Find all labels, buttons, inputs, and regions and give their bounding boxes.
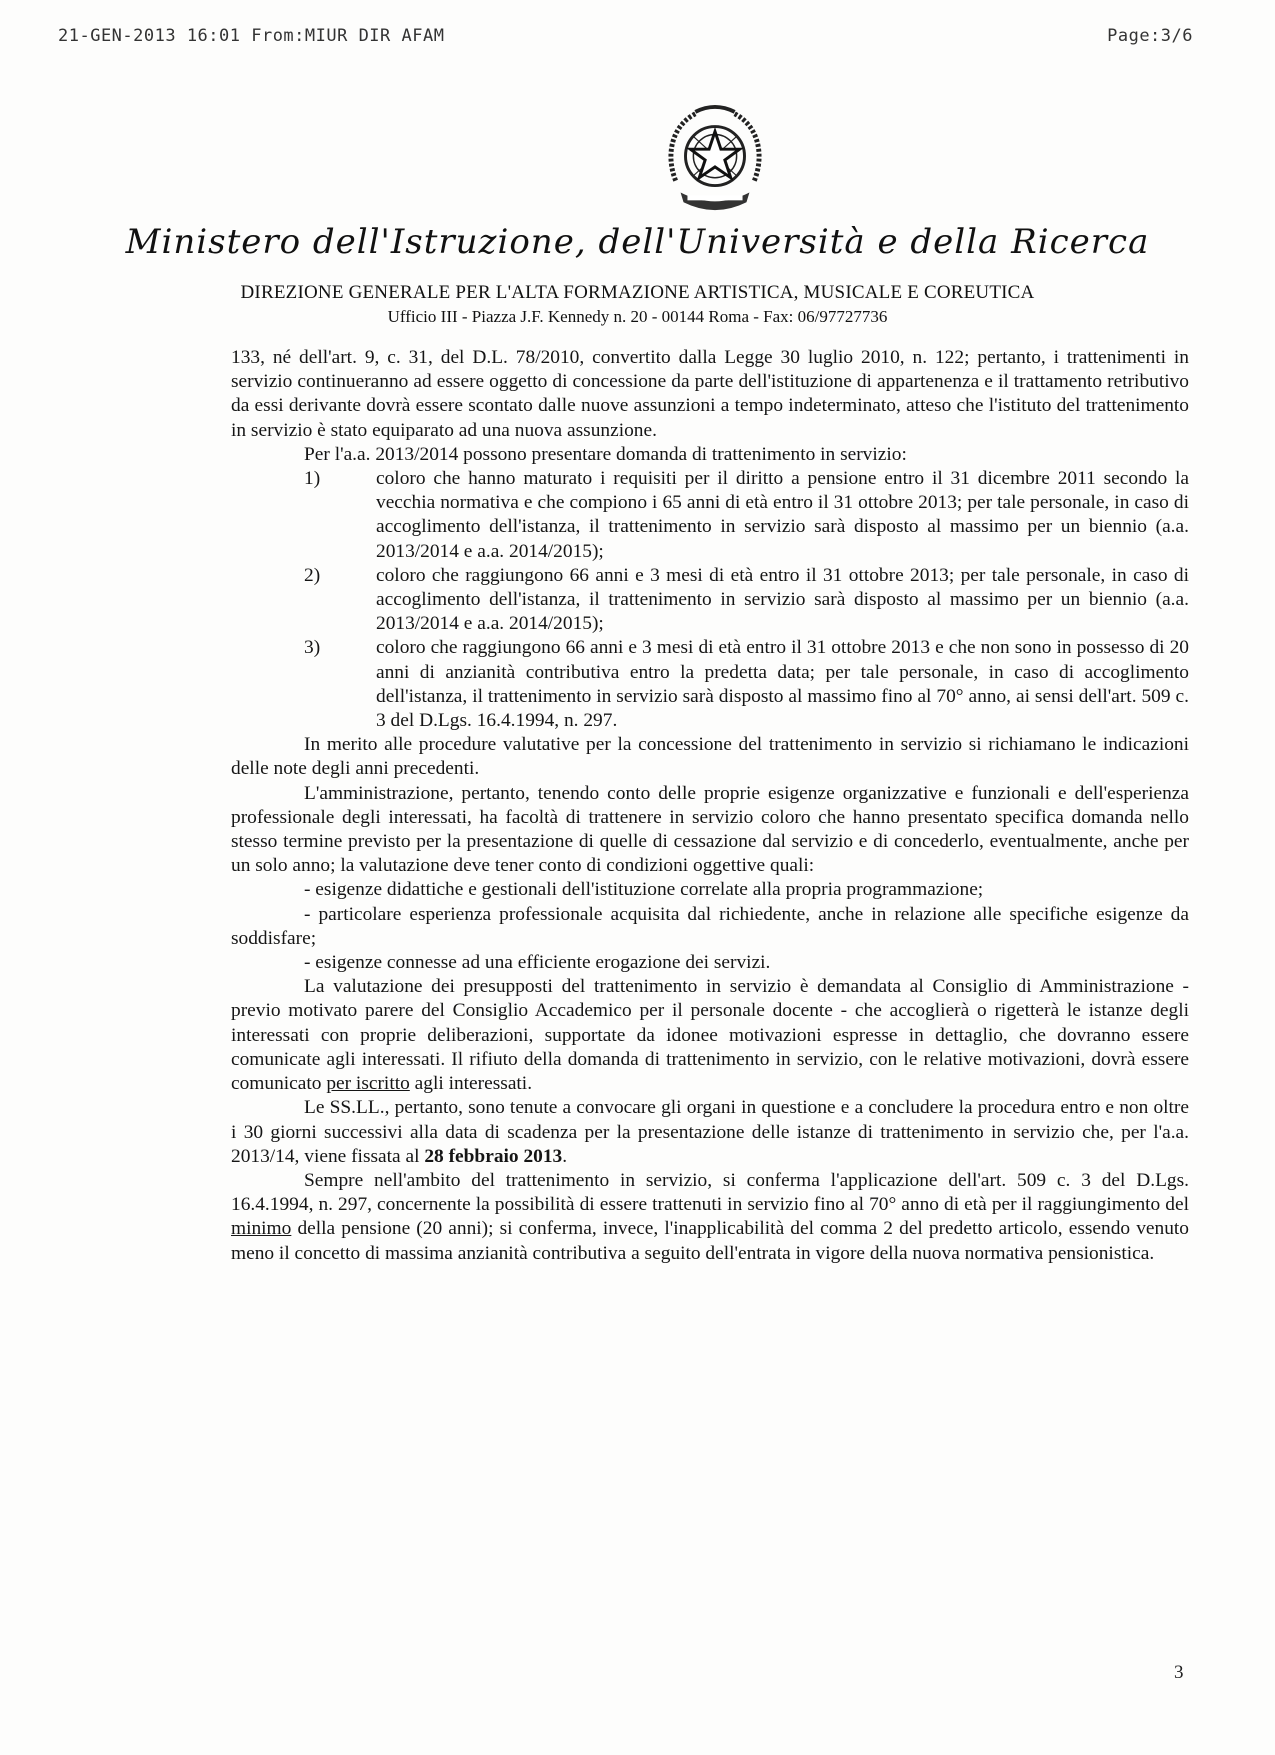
fax-header-sender: 21-GEN-2013 16:01 From:MIUR DIR AFAM	[58, 26, 445, 46]
page-number: 3	[1174, 1662, 1184, 1683]
underlined-text: minimo	[231, 1218, 292, 1240]
paragraph-confirmation	[231, 1169, 1189, 1266]
list-item	[231, 467, 1189, 564]
list-item	[231, 564, 1189, 637]
paragraph-evaluation-end: agli interessati.	[414, 1073, 533, 1095]
fax-header-page: Page:3/6	[1107, 26, 1193, 46]
letter-body	[231, 346, 1189, 1266]
paragraph-continuation: 133, né dell'art. 9, c. 31, del D.L. 78/2010, convertito dalla Legge 30 luglio 2010, n. 122; pertanto, i trattenimenti in servizio continueranno ad essere oggetto di concessione da parte dell'istituzione di appartenenza e il trattamento retributivo da essi derivante dovrà essere scontato dalle nuove assunzioni a tempo indeterminato, atteso che l'istituto del trattenimento in servizio è stato equiparato ad una nuova assunzione.	[231, 347, 1189, 441]
paragraph-evaluation-text: La valutazione dei presupposti del trattenimento in servizio è demandata al Consiglio di Amministrazione - previo motivato parere del Consiglio Accademico per il personale docente - che accoglierà o rigetterà le istanze degli interessati con proprie deliberazioni, supportate da idonee motivazioni espresse in dettaglio, che dovranno essere comunicate agli interessati. Il rifiuto della domanda di trattenimento in servizio, con le relative motivazioni, dovrà essere comunicato	[231, 976, 1189, 1095]
deadline-date: 28 febbraio 2013	[424, 1145, 563, 1167]
underlined-text: per iscritto	[326, 1073, 410, 1095]
office-address: Ufficio III - Piazza J.F. Kennedy n. 20 - 00144 Roma - Fax: 06/97727736	[387, 307, 888, 326]
paragraph-evaluation	[231, 975, 1189, 1096]
paragraph-deadline-end: .	[562, 1145, 568, 1167]
list-item-text: coloro che raggiungono 66 anni e 3 mesi di età entro il 31 ottobre 2013; per tale personale, in caso di accoglimento dell'istanza, il trattenimento in servizio sarà disposto al massimo per un biennio (a.a. 2013/2014 e a.a. 2014/2015);	[376, 564, 1189, 635]
criterion-item: - esigenze connesse ad una efficiente erogazione dei servizi.	[304, 952, 771, 974]
paragraph-deadline-text: Le SS.LL., pertanto, sono tenute a convocare gli organi in questione e a concludere la procedura entro e non oltre i 30 giorni successivi alla data di scadenza per la presentazione delle istanze di trattenimento in servizio che, per l'a.a. 2013/14, viene fissata al	[231, 1097, 1189, 1167]
paragraph-administration: L'amministrazione, pertanto, tenendo conto delle proprie esigenze organizzative e funzionali e dell'esperienza professionale degli interessati, ha facoltà di trattenere in servizio coloro che hanno presentato specifica domanda nello stesso termine previsto per la presentazione di quelle di cessazione dal servizio e di concederlo, eventualmente, anche per un solo anno; la valutazione deve tener conto di condizioni oggettive quali:	[231, 782, 1189, 877]
paragraph-confirmation-end: della pensione (20 anni); si conferma, invece, l'inapplicabilità del comma 2 del predetto articolo, essendo venuto meno il concetto di massima anzianità contributiva a seguito dell'entrata in vigore della nuova normativa pensionistica.	[231, 1218, 1189, 1264]
list-item-number: 2)	[304, 564, 321, 586]
list-item	[231, 636, 1189, 733]
italian-republic-emblem-icon	[656, 102, 774, 220]
criterion-item: - particolare esperienza professionale acquisita dal richiedente, anche in relazione alle specifiche esigenze da soddisfare;	[231, 903, 1189, 949]
paragraph-confirmation-text: Sempre nell'ambito del trattenimento in servizio, si conferma l'applicazione dell'art. 509 c. 3 del D.Lgs. 16.4.1994, n. 297, concernente la possibilità di essere trattenuti in servizio fino al 70° anno di età per il raggiungimento del	[231, 1169, 1189, 1216]
list-item-text: coloro che raggiungono 66 anni e 3 mesi di età entro il 31 ottobre 2013 e che non sono in possesso di 20 anni di anzianità contributiva entro la predetta data; per tale personale, in caso di accoglimento dell'istanza, il trattenimento in servizio sarà disposto al massimo fino al 70° anno, ai sensi dell'art. 509 c. 3 del D.Lgs. 16.4.1994, n. 297.	[376, 637, 1189, 732]
paragraph-deadline	[231, 1096, 1189, 1169]
criterion-item: - esigenze didattiche e gestionali dell'istituzione correlate alla propria programmazione;	[304, 879, 984, 901]
ministry-name: Ministero dell'Istruzione, dell'Università e della Ricerca	[125, 222, 1150, 262]
paragraph-procedures: In merito alle procedure valutative per la concessione del trattenimento in servizio si richiamano le indicazioni delle note degli anni precedenti.	[231, 734, 1189, 780]
list-item-text: coloro che hanno maturato i requisiti per il diritto a pensione entro il 31 dicembre 2011 secondo la vecchia normativa e che compiono i 65 anni di età entro il 31 ottobre 2013; per tale personale, in caso di accoglimento dell'istanza, il trattenimento in servizio sarà disposto al massimo per un biennio (a.a. 2013/2014 e a.a. 2014/2015);	[376, 468, 1189, 562]
list-item-number: 3)	[304, 637, 321, 659]
directorate-name: DIREZIONE GENERALE PER L'ALTA FORMAZIONE ARTISTICA, MUSICALE E COREUTICA	[240, 282, 1035, 303]
paragraph-intro-list: Per l'a.a. 2013/2014 possono presentare domanda di trattenimento in servizio:	[304, 443, 907, 465]
list-item-number: 1)	[304, 468, 321, 490]
